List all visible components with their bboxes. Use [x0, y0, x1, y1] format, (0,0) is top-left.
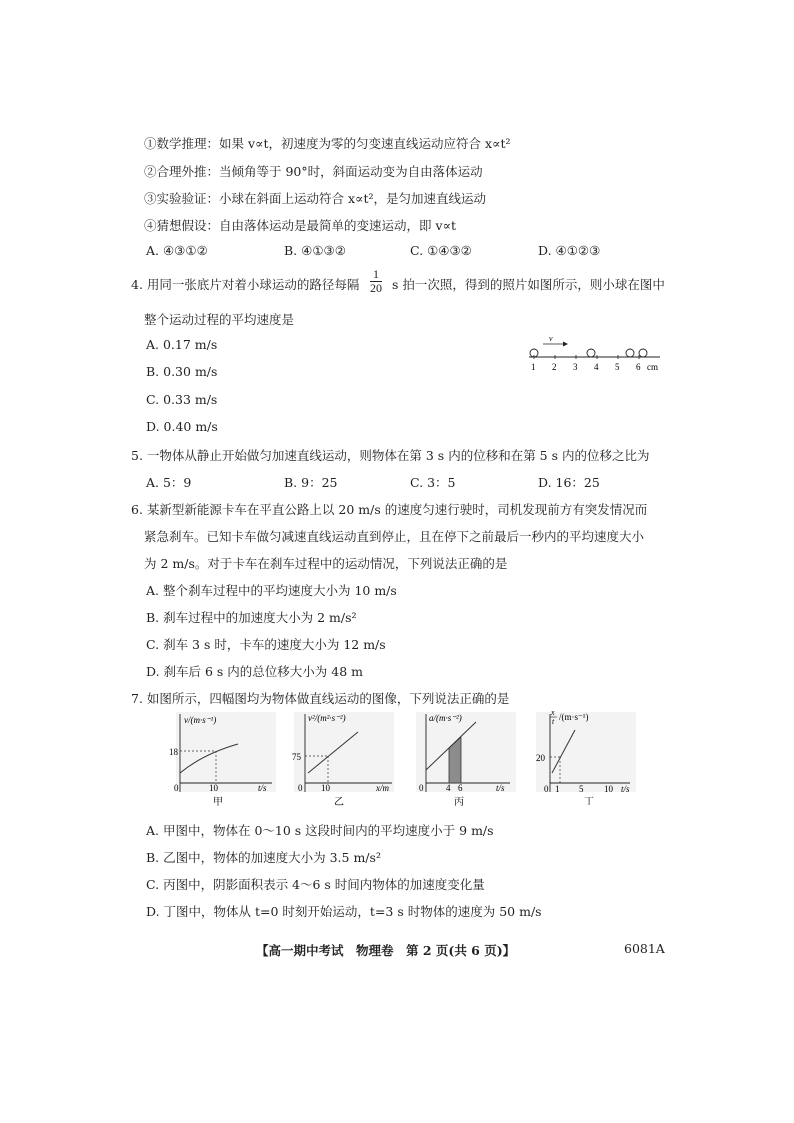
page-footer-title: 【高一期中考试 物理卷 第 2 页(共 6 页)】 [256, 943, 516, 958]
q4-ruler-unit: cm [647, 362, 658, 372]
q7-option-b: B. 乙图中，物体的加速度大小为 3.5 m/s² [146, 850, 381, 865]
q4-ruler-tick-label: 6 [636, 362, 641, 372]
q7-graph-bing [410, 710, 520, 810]
q4-stem-after: s 拍一次照，得到的照片如图所示，则小球在图中 [392, 277, 665, 292]
q3-item-1: ①数学推理：如果 v∝t，初速度为零的匀变速直线运动应符合 x∝t² [144, 136, 511, 151]
q5-option-d: D. 16：25 [538, 475, 600, 490]
q3-option-a: A. ④③①② [146, 243, 208, 258]
q6-stem-line-2: 紧急刹车。已知卡车做匀减速直线运动直到停止，且在停下之前最后一秒内的平均速度大小 [144, 529, 645, 544]
q6-stem-line-3: 为 2 m/s。对于卡车在刹车过程中的运动情况，下列说法正确的是 [144, 556, 508, 571]
q7-stem: 7. 如图所示，四幅图均为物体做直线运动的图像，下列说法正确的是 [131, 691, 510, 706]
q7-option-c: C. 丙图中，阴影面积表示 4～6 s 时间内物体的加速度变化量 [146, 877, 485, 892]
graph-xtick: 4 [446, 783, 451, 793]
q7-graph-ding [530, 705, 640, 805]
q4-photo-diagram [525, 333, 675, 373]
q3-option-b: B. ④①③② [284, 243, 346, 258]
q3-item-2: ②合理外推：当倾角等于 90°时，斜面运动变为自由落体运动 [144, 164, 483, 179]
graph-ylabel: v²/(m²·s⁻²) [308, 713, 346, 723]
graph-ylabel: a/(m·s⁻²) [429, 713, 462, 723]
page-footer-code: 6081A [624, 941, 665, 956]
q4-fraction-den: 20 [370, 281, 382, 295]
q4-stem-line2: 整个运动过程的平均速度是 [144, 312, 295, 327]
graph-origin: 0 [544, 784, 549, 794]
q4-velocity-label: v [549, 334, 553, 343]
q4-velocity-arrowhead [563, 342, 568, 347]
graph-xlabel: x/m [376, 783, 389, 793]
q4-ruler-tick-label: 3 [573, 362, 578, 372]
q4-ball-4 [639, 349, 647, 357]
q6-option-b: B. 刹车过程中的加速度大小为 2 m/s² [146, 610, 357, 625]
q4-fraction [370, 268, 382, 295]
graph-ylabel-num: x [551, 708, 555, 717]
q5-option-c: C. 3：5 [410, 475, 456, 490]
q3-option-c: C. ①④③② [410, 243, 472, 258]
graph-xlabel: t/s [621, 784, 630, 794]
graph-xlabel: t/s [258, 783, 267, 793]
q4-option-c: C. 0.33 m/s [146, 392, 218, 407]
q5-option-a: A. 5：9 [146, 475, 192, 490]
q6-option-a: A. 整个刹车过程中的平均速度大小为 10 m/s [146, 583, 397, 598]
q7-graph-jia [168, 710, 278, 810]
graph-xtick: 6 [458, 783, 463, 793]
q4-stem-before: 4. 用同一张底片对着小球运动的路径每隔 [131, 277, 360, 292]
graph-caption: 丁 [584, 797, 594, 805]
graph-ylabel-unit: /(m·s⁻¹) [559, 712, 589, 722]
q6-option-c: C. 刹车 3 s 时，卡车的速度大小为 12 m/s [146, 637, 386, 652]
graph-origin: 0 [298, 783, 303, 793]
q4-ruler-tick-label: 4 [594, 362, 599, 372]
q4-ruler-tick-label: 2 [552, 362, 557, 372]
graph-origin: 0 [174, 783, 179, 793]
graph-caption: 甲 [213, 797, 223, 808]
graph-xtick: 10 [209, 783, 218, 793]
graph-ytick: 20 [536, 753, 545, 763]
q7-option-d: D. 丁图中，物体从 t=0 时刻开始运动，t=3 s 时物体的速度为 50 m/s [146, 904, 542, 919]
q5-stem: 5. 一物体从静止开始做匀加速直线运动，则物体在第 3 s 内的位移和在第 5 s 内的位移之比为 [131, 448, 650, 463]
q4-option-d: D. 0.40 m/s [146, 419, 218, 434]
q3-item-3: ③实验验证：小球在斜面上运动符合 x∝t²，是匀加速直线运动 [144, 191, 487, 206]
graph-xtick: 10 [321, 783, 330, 793]
q4-ruler-tick-label: 1 [531, 362, 536, 372]
q4-option-b: B. 0.30 m/s [146, 364, 218, 379]
q3-item-4: ④猜想假设：自由落体运动是最简单的变速运动，即 v∝t [144, 218, 457, 233]
q4-ball-2 [587, 349, 595, 357]
q4-ruler-tick-label: 5 [615, 362, 620, 372]
q5-option-b: B. 9：25 [284, 475, 338, 490]
graph-ylabel-den: t [552, 717, 555, 726]
graph-xtick: 5 [579, 784, 584, 794]
q4-fraction-num: 1 [370, 268, 382, 282]
graph-xtick: 1 [555, 784, 560, 794]
graph-xlabel: t/s [496, 783, 505, 793]
graph-ytick: 75 [292, 752, 301, 762]
graph-caption: 丙 [454, 797, 464, 808]
graph-caption: 乙 [334, 797, 344, 808]
q7-graph-yi [288, 710, 398, 810]
q6-option-d: D. 刹车后 6 s 内的总位移大小为 48 m [146, 664, 364, 679]
q7-option-a: A. 甲图中，物体在 0～10 s 这段时间内的平均速度小于 9 m/s [146, 823, 494, 838]
q6-stem-line-1: 6. 某新型新能源卡车在平直公路上以 20 m/s 的速度匀速行驶时，司机发现前方有突发情况而 [131, 502, 648, 517]
graph-origin: 0 [419, 783, 424, 793]
q4-ball-3 [626, 349, 634, 357]
q4-option-a: A. 0.17 m/s [146, 337, 218, 352]
graph-xtick: 10 [604, 784, 613, 794]
graph-ylabel: v/(m·s⁻¹) [184, 715, 217, 725]
q3-option-d: D. ④①②③ [538, 243, 601, 258]
graph-ytick: 18 [169, 747, 178, 757]
